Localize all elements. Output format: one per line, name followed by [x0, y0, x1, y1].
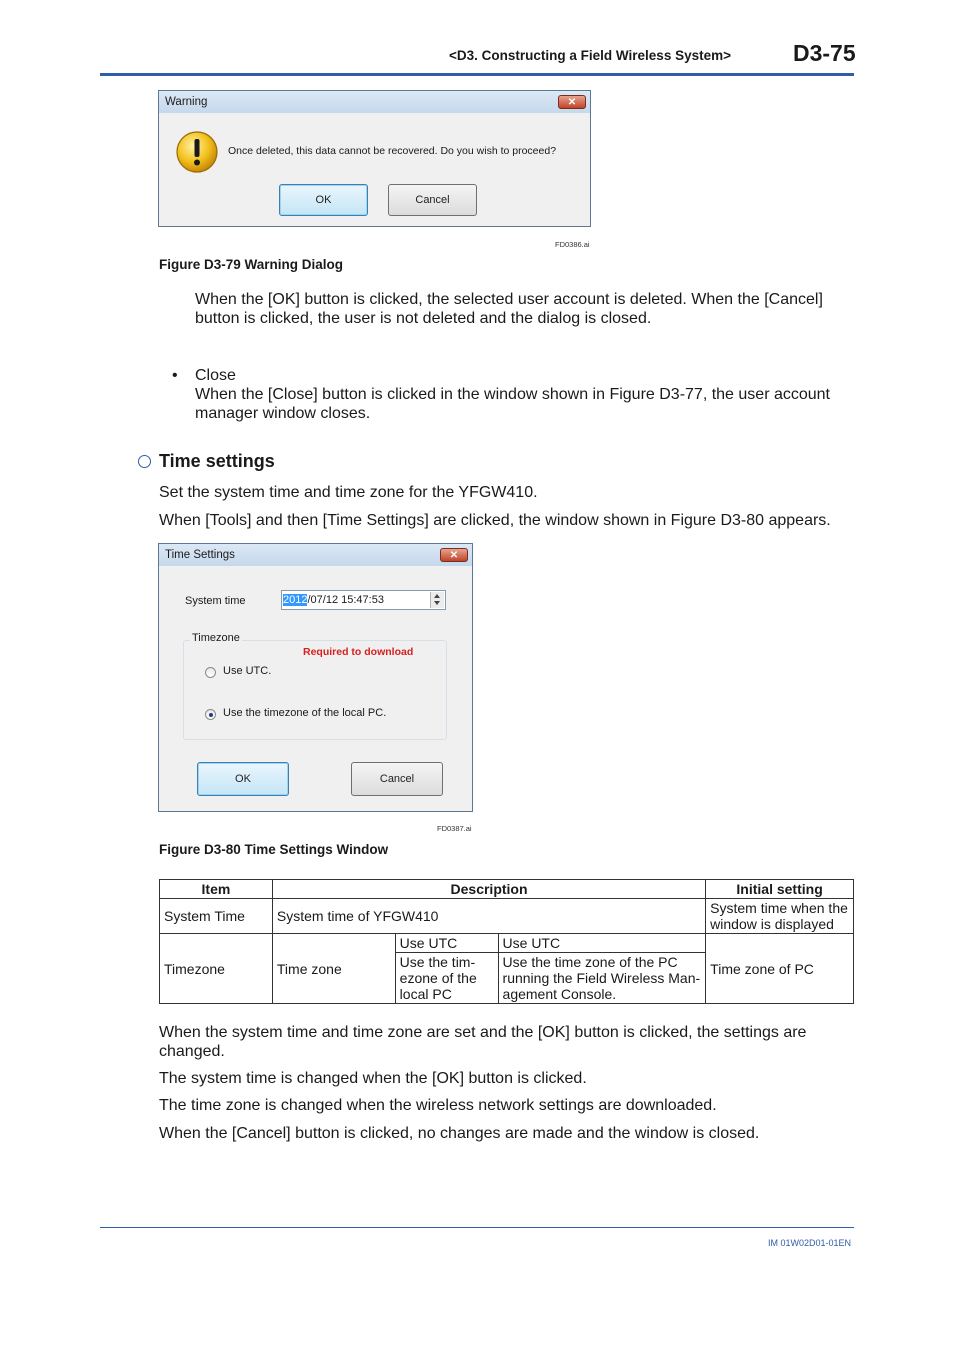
- header-description: Description: [272, 880, 705, 899]
- section-marker-icon: [138, 455, 151, 468]
- table-row: [160, 899, 854, 934]
- figure-caption-warning: Figure D3-79 Warning Dialog: [159, 257, 344, 272]
- warning-message: Once deleted, this data cannot be recovered. Do you wish to proceed?: [228, 145, 557, 157]
- radio-selected-dot: [209, 713, 213, 717]
- cell-item: System Time: [160, 899, 273, 934]
- spin-up-icon[interactable]: [434, 594, 440, 598]
- header-initial-setting: Initial setting: [706, 880, 854, 899]
- radio-label-use-utc[interactable]: Use UTC.: [223, 665, 272, 677]
- time-settings-titlebar: [159, 544, 472, 566]
- ok-button[interactable]: OK: [279, 184, 368, 216]
- figure-caption-time: Figure D3-80 Time Settings Window: [159, 842, 389, 857]
- footer-doc-id: IM 01W02D01-01EN: [768, 1238, 852, 1248]
- closing-paragraph-1: When the system time and time zone are set and the [OK] button is clicked, the settings are changed.: [159, 1024, 807, 1060]
- close-heading: Close: [195, 367, 236, 384]
- table-header-row: [160, 880, 854, 899]
- closing-paragraph-3: The time zone is changed when the wireless network settings are downloaded.: [159, 1097, 717, 1114]
- bullet-marker: •: [172, 367, 178, 384]
- spin-buttons[interactable]: [430, 592, 444, 608]
- header-rule: [100, 73, 854, 76]
- header-section-title: <D3. Constructing a Field Wireless System>: [449, 48, 731, 63]
- cell-detail: Use the time zone of the PC running the Field Wireless Man-agement Console.: [498, 953, 706, 1004]
- time-settings-dialog: [158, 543, 473, 812]
- cell-initial: System time when the window is displayed: [706, 899, 854, 934]
- close-icon[interactable]: ✕: [440, 548, 468, 562]
- footer-rule: [100, 1227, 854, 1228]
- cell-description: Time zone: [272, 934, 395, 1004]
- cell-description: System time of YFGW410: [272, 899, 705, 934]
- table-row: [160, 934, 854, 953]
- system-time-input[interactable]: [281, 590, 446, 610]
- cell-initial: Time zone of PC: [706, 934, 854, 1004]
- section-heading: Time settings: [159, 451, 275, 471]
- closing-paragraph-2: The system time is changed when the [OK] button is clicked.: [159, 1070, 587, 1087]
- warning-dialog: [158, 90, 591, 227]
- radio-use-local-pc[interactable]: [205, 709, 216, 720]
- figure-id-warning: FD0386.ai: [555, 240, 590, 249]
- spin-down-icon[interactable]: [434, 601, 440, 605]
- time-settings-title: Time Settings: [165, 549, 235, 561]
- figure-id-time: FD0387.ai: [437, 824, 472, 833]
- timezone-group-label: Timezone: [192, 632, 240, 644]
- closing-paragraph-4: When the [Cancel] button is clicked, no changes are made and the window is closed.: [159, 1125, 760, 1142]
- warning-icon: [175, 130, 219, 174]
- radio-label-use-local-pc[interactable]: Use the timezone of the local PC.: [223, 707, 387, 719]
- page-number: D3-75: [793, 40, 856, 66]
- warning-dialog-titlebar: [159, 91, 590, 113]
- system-time-value: /07/12 15:47:53: [307, 594, 384, 606]
- close-icon[interactable]: ✕: [558, 95, 586, 109]
- warning-explanation: When the [OK] button is clicked, the selected user account is deleted. When the [Cancel] button is clicked, the user is not deleted and the dialog is closed.: [195, 291, 823, 327]
- header-item: Item: [160, 880, 273, 899]
- required-note: Required to download: [303, 646, 414, 658]
- time-settings-table: [159, 879, 854, 1004]
- time-intro-2: When [Tools] and then [Time Settings] are clicked, the window shown in Figure D3-80 appears.: [159, 512, 831, 529]
- cell-detail: Use UTC: [498, 934, 706, 953]
- cell-item: Timezone: [160, 934, 273, 1004]
- warning-dialog-title: Warning: [165, 96, 208, 108]
- warning-dialog-body: [159, 113, 590, 226]
- cancel-button[interactable]: Cancel: [388, 184, 477, 216]
- system-time-label: System time: [185, 595, 246, 607]
- cancel-button[interactable]: Cancel: [351, 762, 443, 796]
- close-text: When the [Close] button is clicked in the window shown in Figure D3-77, the user account manager window closes.: [195, 386, 830, 422]
- time-intro-1: Set the system time and time zone for the YFGW410.: [159, 484, 538, 501]
- cell-option: Use the tim-ezone of the local PC: [395, 953, 498, 1004]
- system-time-selected: 2012: [283, 594, 308, 606]
- ok-button[interactable]: OK: [197, 762, 289, 796]
- radio-use-utc[interactable]: [205, 667, 216, 678]
- time-settings-body: [159, 566, 472, 811]
- cell-option: Use UTC: [395, 934, 498, 953]
